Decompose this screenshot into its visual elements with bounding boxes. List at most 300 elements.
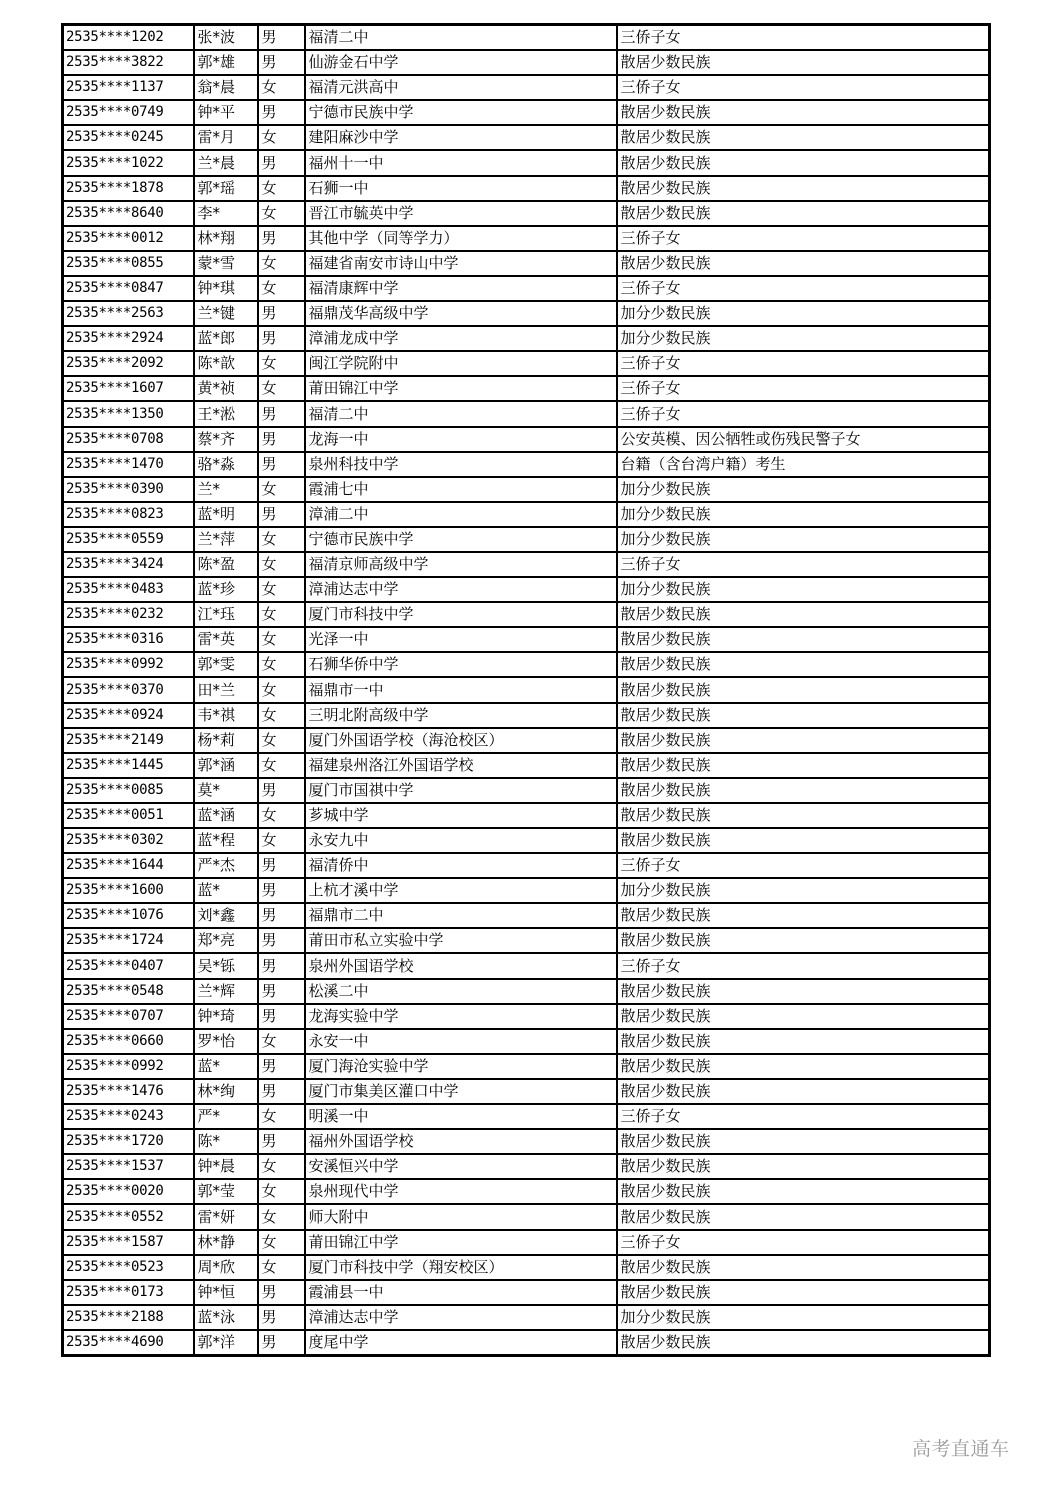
school-cell: 仙游金石中学: [305, 50, 617, 75]
candidate-id-cell: 2535****0302: [63, 828, 194, 853]
gender-cell: 男: [258, 1004, 305, 1029]
school-cell: 光泽一中: [305, 627, 617, 652]
name-cell: 兰*: [194, 477, 258, 502]
candidate-id-cell: 2535****1878: [63, 176, 194, 201]
category-cell: 台籍（含台湾户籍）考生: [617, 452, 990, 477]
table-row: [63, 878, 990, 903]
name-cell: 兰*辉: [194, 979, 258, 1004]
table-row: [63, 953, 990, 978]
gender-cell: 男: [258, 1079, 305, 1104]
candidate-id-cell: 2535****2092: [63, 351, 194, 376]
school-cell: 石狮华侨中学: [305, 652, 617, 677]
gender-cell: 女: [258, 527, 305, 552]
school-cell: 宁德市民族中学: [305, 527, 617, 552]
name-cell: 严*杰: [194, 853, 258, 878]
school-cell: 漳浦龙成中学: [305, 326, 617, 351]
school-cell: 松溪二中: [305, 979, 617, 1004]
category-cell: 散居少数民族: [617, 1129, 990, 1154]
candidate-id-cell: 2535****0707: [63, 1004, 194, 1029]
candidate-id-cell: 2535****1202: [63, 25, 194, 51]
table-row: [63, 1280, 990, 1305]
gender-cell: 女: [258, 351, 305, 376]
name-cell: 林*绚: [194, 1079, 258, 1104]
gender-cell: 女: [258, 376, 305, 401]
category-cell: 三侨子女: [617, 25, 990, 51]
table-row: [63, 853, 990, 878]
school-cell: 福清京师高级中学: [305, 552, 617, 577]
name-cell: 雷*英: [194, 627, 258, 652]
school-cell: 闽江学院附中: [305, 351, 617, 376]
candidate-id-cell: 2535****4690: [63, 1330, 194, 1356]
name-cell: 兰*键: [194, 301, 258, 326]
gender-cell: 男: [258, 226, 305, 251]
name-cell: 兰*晨: [194, 150, 258, 175]
category-cell: 散居少数民族: [617, 928, 990, 953]
table-row: [63, 979, 990, 1004]
table-row: [63, 803, 990, 828]
table-row: [63, 652, 990, 677]
table-row: [63, 176, 990, 201]
gender-cell: 男: [258, 326, 305, 351]
category-cell: 加分少数民族: [617, 577, 990, 602]
table-row: [63, 527, 990, 552]
school-cell: 建阳麻沙中学: [305, 125, 617, 150]
school-cell: 永安九中: [305, 828, 617, 853]
gender-cell: 男: [258, 1054, 305, 1079]
category-cell: 三侨子女: [617, 401, 990, 426]
category-cell: 加分少数民族: [617, 527, 990, 552]
category-cell: 三侨子女: [617, 376, 990, 401]
name-cell: 蓝*泳: [194, 1305, 258, 1330]
table-row: [63, 677, 990, 702]
name-cell: 莫*: [194, 778, 258, 803]
category-cell: 三侨子女: [617, 276, 990, 301]
name-cell: 钟*琦: [194, 1004, 258, 1029]
gender-cell: 男: [258, 301, 305, 326]
gender-cell: 女: [258, 1029, 305, 1054]
name-cell: 郭*雯: [194, 652, 258, 677]
name-cell: 林*翔: [194, 226, 258, 251]
category-cell: 加分少数民族: [617, 301, 990, 326]
gender-cell: 男: [258, 1330, 305, 1356]
gender-cell: 女: [258, 753, 305, 778]
category-cell: 散居少数民族: [617, 627, 990, 652]
name-cell: 罗*怡: [194, 1029, 258, 1054]
gender-cell: 女: [258, 1230, 305, 1255]
school-cell: 厦门海沧实验中学: [305, 1054, 617, 1079]
category-cell: 散居少数民族: [617, 677, 990, 702]
gender-cell: 男: [258, 928, 305, 953]
school-cell: 漳浦二中: [305, 502, 617, 527]
table-row: [63, 1204, 990, 1229]
table-row: [63, 928, 990, 953]
category-cell: 加分少数民族: [617, 326, 990, 351]
candidate-id-cell: 2535****1644: [63, 853, 194, 878]
candidate-id-cell: 2535****0992: [63, 652, 194, 677]
category-cell: 散居少数民族: [617, 1029, 990, 1054]
candidate-id-cell: 2535****1350: [63, 401, 194, 426]
gender-cell: 女: [258, 1104, 305, 1129]
name-cell: 兰*萍: [194, 527, 258, 552]
table-row: [63, 477, 990, 502]
school-cell: 霞浦七中: [305, 477, 617, 502]
candidate-id-cell: 2535****0708: [63, 427, 194, 452]
candidate-id-cell: 2535****0552: [63, 1204, 194, 1229]
table-row: [63, 1004, 990, 1029]
name-cell: 陈*: [194, 1129, 258, 1154]
candidate-id-cell: 2535****0483: [63, 577, 194, 602]
category-cell: 加分少数民族: [617, 878, 990, 903]
table-row: [63, 276, 990, 301]
candidate-table: [61, 23, 991, 1357]
name-cell: 蔡*齐: [194, 427, 258, 452]
name-cell: 雷*月: [194, 125, 258, 150]
name-cell: 郭*瑶: [194, 176, 258, 201]
table-row: [63, 301, 990, 326]
candidate-id-cell: 2535****1724: [63, 928, 194, 953]
name-cell: 黄*祯: [194, 376, 258, 401]
gender-cell: 女: [258, 552, 305, 577]
gender-cell: 女: [258, 828, 305, 853]
table-row: [63, 401, 990, 426]
school-cell: 龙海实验中学: [305, 1004, 617, 1029]
name-cell: 陈*盈: [194, 552, 258, 577]
school-cell: 福鼎市二中: [305, 903, 617, 928]
school-cell: 福建泉州洛江外国语学校: [305, 753, 617, 778]
school-cell: 福清侨中: [305, 853, 617, 878]
candidate-id-cell: 2535****0243: [63, 1104, 194, 1129]
category-cell: 散居少数民族: [617, 1280, 990, 1305]
name-cell: 钟*恒: [194, 1280, 258, 1305]
name-cell: 江*珏: [194, 602, 258, 627]
school-cell: 漳浦达志中学: [305, 577, 617, 602]
category-cell: 三侨子女: [617, 1104, 990, 1129]
category-cell: 散居少数民族: [617, 201, 990, 226]
category-cell: 散居少数民族: [617, 903, 990, 928]
school-cell: 霞浦县一中: [305, 1280, 617, 1305]
school-cell: 安溪恒兴中学: [305, 1154, 617, 1179]
gender-cell: 女: [258, 251, 305, 276]
name-cell: 刘*鑫: [194, 903, 258, 928]
candidate-id-cell: 2535****3424: [63, 552, 194, 577]
candidate-id-cell: 2535****0847: [63, 276, 194, 301]
school-cell: 宁德市民族中学: [305, 100, 617, 125]
school-cell: 三明北附高级中学: [305, 703, 617, 728]
gender-cell: 男: [258, 452, 305, 477]
table-row: [63, 602, 990, 627]
name-cell: 蓝*: [194, 1054, 258, 1079]
school-cell: 厦门市科技中学（翔安校区）: [305, 1255, 617, 1280]
candidate-id-cell: 2535****0407: [63, 953, 194, 978]
table-row: [63, 75, 990, 100]
category-cell: 散居少数民族: [617, 1330, 990, 1356]
name-cell: 杨*莉: [194, 728, 258, 753]
category-cell: 三侨子女: [617, 953, 990, 978]
candidate-id-cell: 2535****1587: [63, 1230, 194, 1255]
name-cell: 蓝*涵: [194, 803, 258, 828]
name-cell: 蓝*珍: [194, 577, 258, 602]
table-row: [63, 376, 990, 401]
gender-cell: 女: [258, 1154, 305, 1179]
name-cell: 陈*歆: [194, 351, 258, 376]
candidate-id-cell: 2535****0823: [63, 502, 194, 527]
school-cell: 福州外国语学校: [305, 1129, 617, 1154]
gender-cell: 女: [258, 577, 305, 602]
name-cell: 郑*亮: [194, 928, 258, 953]
candidate-id-cell: 2535****0173: [63, 1280, 194, 1305]
candidate-id-cell: 2535****0548: [63, 979, 194, 1004]
candidate-id-cell: 2535****1537: [63, 1154, 194, 1179]
table-row: [63, 1330, 990, 1356]
table-row: [63, 1305, 990, 1330]
candidate-id-cell: 2535****2188: [63, 1305, 194, 1330]
school-cell: 福清康辉中学: [305, 276, 617, 301]
school-cell: 石狮一中: [305, 176, 617, 201]
gender-cell: 男: [258, 1129, 305, 1154]
table-row: [63, 703, 990, 728]
name-cell: 郭*洋: [194, 1330, 258, 1356]
name-cell: 钟*琪: [194, 276, 258, 301]
candidate-id-cell: 2535****0855: [63, 251, 194, 276]
table-row: [63, 100, 990, 125]
school-cell: 莆田锦江中学: [305, 376, 617, 401]
category-cell: 三侨子女: [617, 853, 990, 878]
table-row: [63, 1029, 990, 1054]
candidate-id-cell: 2535****0051: [63, 803, 194, 828]
category-cell: 散居少数民族: [617, 150, 990, 175]
category-cell: 加分少数民族: [617, 502, 990, 527]
gender-cell: 女: [258, 276, 305, 301]
gender-cell: 男: [258, 1280, 305, 1305]
table-row: [63, 351, 990, 376]
candidate-id-cell: 2535****2149: [63, 728, 194, 753]
candidate-id-cell: 2535****1022: [63, 150, 194, 175]
gender-cell: 女: [258, 703, 305, 728]
gender-cell: 女: [258, 728, 305, 753]
candidate-id-cell: 2535****1076: [63, 903, 194, 928]
table-row: [63, 50, 990, 75]
category-cell: 散居少数民族: [617, 1179, 990, 1204]
category-cell: 散居少数民族: [617, 125, 990, 150]
school-cell: 福清元洪高中: [305, 75, 617, 100]
table-row: [63, 226, 990, 251]
candidate-id-cell: 2535****0316: [63, 627, 194, 652]
name-cell: 郭*莹: [194, 1179, 258, 1204]
candidate-id-cell: 2535****1445: [63, 753, 194, 778]
gender-cell: 女: [258, 627, 305, 652]
category-cell: 三侨子女: [617, 1230, 990, 1255]
candidate-id-cell: 2535****0559: [63, 527, 194, 552]
name-cell: 蓝*程: [194, 828, 258, 853]
candidate-id-cell: 2535****0749: [63, 100, 194, 125]
gender-cell: 女: [258, 176, 305, 201]
candidate-id-cell: 2535****1476: [63, 1079, 194, 1104]
name-cell: 严*: [194, 1104, 258, 1129]
table-row: [63, 1154, 990, 1179]
table-row: [63, 125, 990, 150]
school-cell: 福鼎茂华高级中学: [305, 301, 617, 326]
gender-cell: 女: [258, 125, 305, 150]
gender-cell: 男: [258, 401, 305, 426]
gender-cell: 女: [258, 75, 305, 100]
gender-cell: 男: [258, 25, 305, 51]
table-row: [63, 1054, 990, 1079]
gender-cell: 男: [258, 778, 305, 803]
name-cell: 田*兰: [194, 677, 258, 702]
candidate-id-cell: 2535****0020: [63, 1179, 194, 1204]
candidate-id-cell: 2535****0012: [63, 226, 194, 251]
gender-cell: 男: [258, 979, 305, 1004]
school-cell: 度尾中学: [305, 1330, 617, 1356]
table-row: [63, 201, 990, 226]
school-cell: 师大附中: [305, 1204, 617, 1229]
category-cell: 散居少数民族: [617, 1154, 990, 1179]
school-cell: 厦门市国祺中学: [305, 778, 617, 803]
candidate-id-cell: 2535****3822: [63, 50, 194, 75]
candidate-id-cell: 2535****0370: [63, 677, 194, 702]
candidate-id-cell: 2535****0085: [63, 778, 194, 803]
gender-cell: 男: [258, 953, 305, 978]
category-cell: 散居少数民族: [617, 50, 990, 75]
category-cell: 散居少数民族: [617, 728, 990, 753]
category-cell: 散居少数民族: [617, 828, 990, 853]
candidate-id-cell: 2535****0924: [63, 703, 194, 728]
category-cell: 散居少数民族: [617, 1255, 990, 1280]
gender-cell: 男: [258, 878, 305, 903]
name-cell: 钟*晨: [194, 1154, 258, 1179]
category-cell: 加分少数民族: [617, 1305, 990, 1330]
table-row: [63, 1079, 990, 1104]
candidate-id-cell: 2535****0523: [63, 1255, 194, 1280]
candidate-id-cell: 2535****1720: [63, 1129, 194, 1154]
gender-cell: 男: [258, 427, 305, 452]
school-cell: 龙海一中: [305, 427, 617, 452]
gender-cell: 女: [258, 1255, 305, 1280]
table-row: [63, 1230, 990, 1255]
gender-cell: 女: [258, 201, 305, 226]
name-cell: 李*: [194, 201, 258, 226]
table-body: [63, 25, 990, 1356]
table-row: [63, 25, 990, 51]
school-cell: 晋江市毓英中学: [305, 201, 617, 226]
category-cell: 公安英模、因公牺牲或伤残民警子女: [617, 427, 990, 452]
table-row: [63, 1179, 990, 1204]
name-cell: 周*欣: [194, 1255, 258, 1280]
school-cell: 福清二中: [305, 401, 617, 426]
name-cell: 王*淞: [194, 401, 258, 426]
table-row: [63, 326, 990, 351]
candidate-id-cell: 2535****8640: [63, 201, 194, 226]
name-cell: 雷*妍: [194, 1204, 258, 1229]
category-cell: 散居少数民族: [617, 1204, 990, 1229]
school-cell: 漳浦达志中学: [305, 1305, 617, 1330]
name-cell: 郭*涵: [194, 753, 258, 778]
name-cell: 郭*雄: [194, 50, 258, 75]
category-cell: 散居少数民族: [617, 803, 990, 828]
school-cell: 莆田市私立实验中学: [305, 928, 617, 953]
name-cell: 吴*铄: [194, 953, 258, 978]
table-row: [63, 150, 990, 175]
school-cell: 其他中学（同等学力）: [305, 226, 617, 251]
candidate-id-cell: 2535****2924: [63, 326, 194, 351]
table-row: [63, 1129, 990, 1154]
table-row: [63, 828, 990, 853]
gender-cell: 女: [258, 803, 305, 828]
school-cell: 永安一中: [305, 1029, 617, 1054]
category-cell: 三侨子女: [617, 351, 990, 376]
candidate-id-cell: 2535****1607: [63, 376, 194, 401]
candidate-id-cell: 2535****2563: [63, 301, 194, 326]
candidate-id-cell: 2535****0390: [63, 477, 194, 502]
category-cell: 散居少数民族: [617, 753, 990, 778]
category-cell: 散居少数民族: [617, 100, 990, 125]
table-row: [63, 552, 990, 577]
candidate-id-cell: 2535****1600: [63, 878, 194, 903]
candidate-id-cell: 2535****1470: [63, 452, 194, 477]
candidate-id-cell: 2535****0992: [63, 1054, 194, 1079]
name-cell: 蒙*雪: [194, 251, 258, 276]
category-cell: 散居少数民族: [617, 251, 990, 276]
category-cell: 散居少数民族: [617, 1004, 990, 1029]
gender-cell: 男: [258, 853, 305, 878]
school-cell: 福鼎市一中: [305, 677, 617, 702]
name-cell: 骆*淼: [194, 452, 258, 477]
school-cell: 厦门市集美区灌口中学: [305, 1079, 617, 1104]
school-cell: 泉州现代中学: [305, 1179, 617, 1204]
table-row: [63, 502, 990, 527]
school-cell: 泉州外国语学校: [305, 953, 617, 978]
gender-cell: 女: [258, 652, 305, 677]
school-cell: 福建省南安市诗山中学: [305, 251, 617, 276]
school-cell: 明溪一中: [305, 1104, 617, 1129]
category-cell: 散居少数民族: [617, 979, 990, 1004]
name-cell: 钟*平: [194, 100, 258, 125]
category-cell: 散居少数民族: [617, 1079, 990, 1104]
gender-cell: 女: [258, 1179, 305, 1204]
school-cell: 福清二中: [305, 25, 617, 51]
table-row: [63, 1104, 990, 1129]
category-cell: 加分少数民族: [617, 477, 990, 502]
school-cell: 芗城中学: [305, 803, 617, 828]
school-cell: 莆田锦江中学: [305, 1230, 617, 1255]
gender-cell: 女: [258, 602, 305, 627]
table-row: [63, 728, 990, 753]
category-cell: 散居少数民族: [617, 602, 990, 627]
candidate-id-cell: 2535****0232: [63, 602, 194, 627]
category-cell: 散居少数民族: [617, 778, 990, 803]
table-row: [63, 627, 990, 652]
name-cell: 蓝*郎: [194, 326, 258, 351]
name-cell: 蓝*明: [194, 502, 258, 527]
category-cell: 三侨子女: [617, 226, 990, 251]
category-cell: 三侨子女: [617, 75, 990, 100]
school-cell: 泉州科技中学: [305, 452, 617, 477]
name-cell: 蓝*: [194, 878, 258, 903]
school-cell: 厦门市科技中学: [305, 602, 617, 627]
gender-cell: 男: [258, 1305, 305, 1330]
name-cell: 张*波: [194, 25, 258, 51]
school-cell: 厦门外国语学校（海沧校区）: [305, 728, 617, 753]
gender-cell: 女: [258, 477, 305, 502]
candidate-id-cell: 2535****1137: [63, 75, 194, 100]
table-row: [63, 427, 990, 452]
table-row: [63, 903, 990, 928]
gender-cell: 男: [258, 50, 305, 75]
candidate-id-cell: 2535****0660: [63, 1029, 194, 1054]
school-cell: 福州十一中: [305, 150, 617, 175]
category-cell: 散居少数民族: [617, 1054, 990, 1079]
name-cell: 林*静: [194, 1230, 258, 1255]
